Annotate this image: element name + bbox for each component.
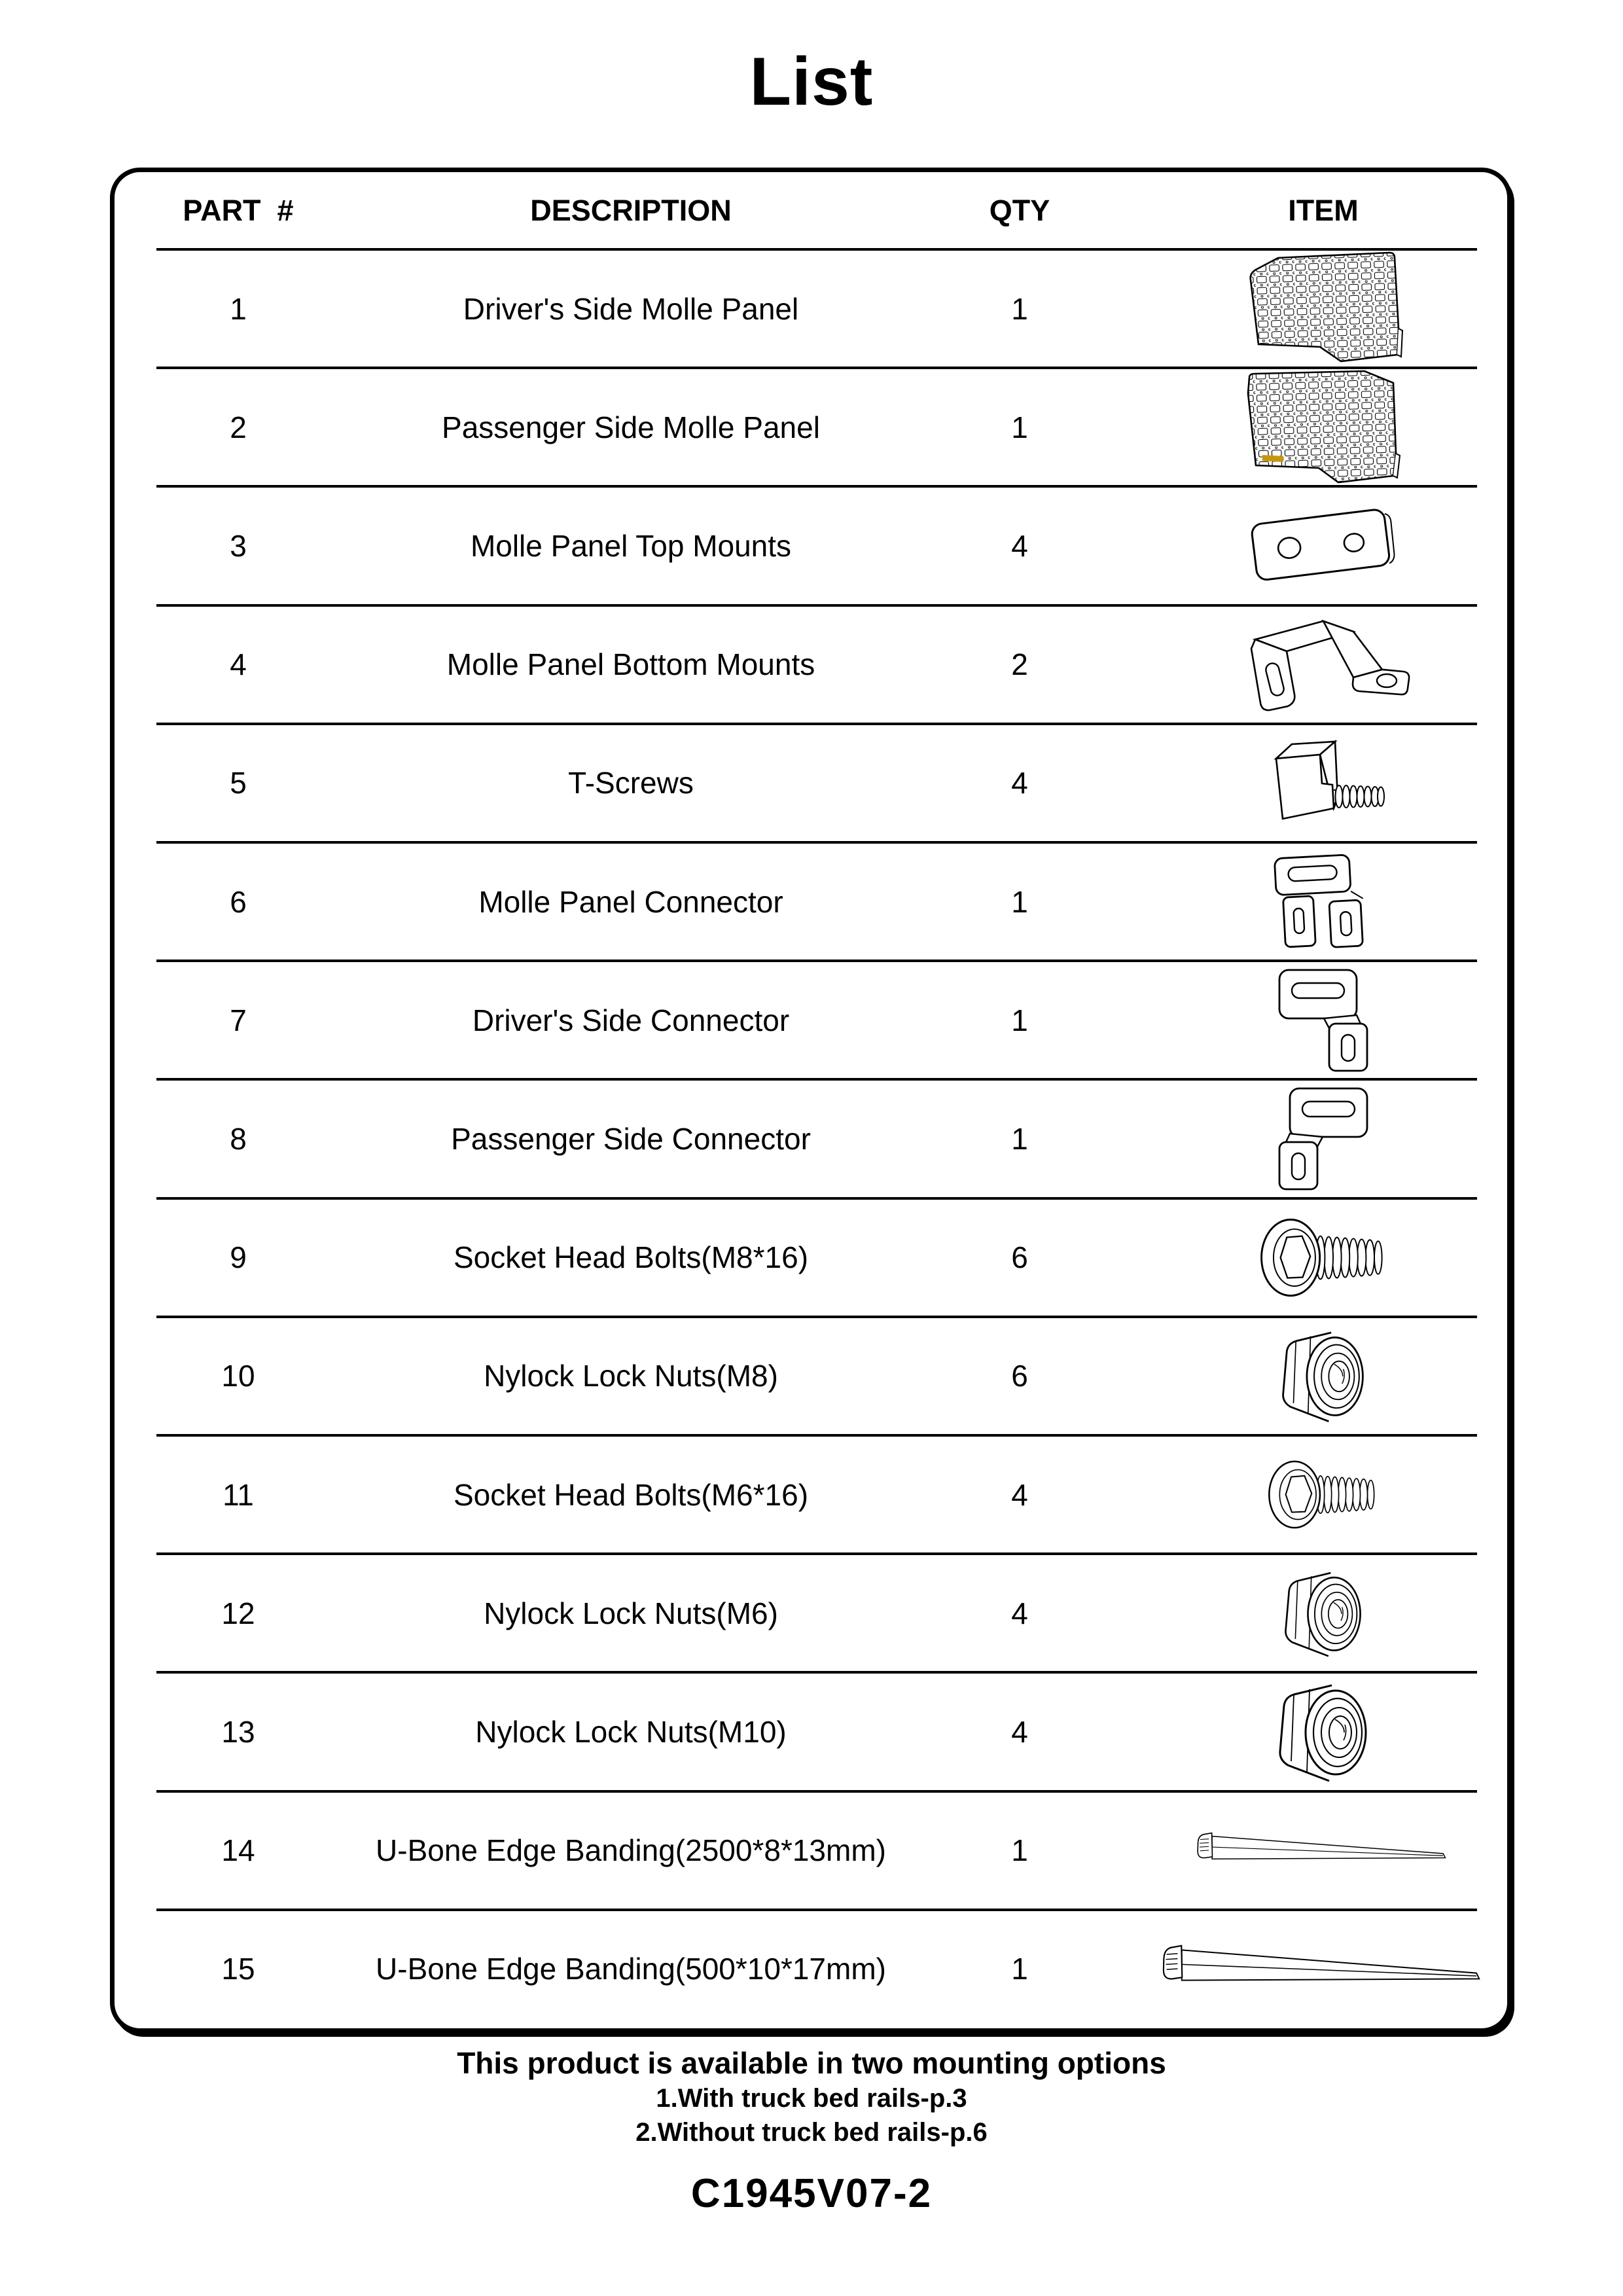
mounting-options-heading: This product is available in two mounting options <box>457 2046 1166 2080</box>
part-item-cell <box>1139 1198 1507 1317</box>
part-qty: 1 <box>1011 1122 1028 1157</box>
part-description: Molle Panel Connector <box>478 884 783 919</box>
part-number: 15 <box>221 1952 255 1986</box>
table-row <box>115 605 1507 724</box>
table-row <box>115 486 1507 605</box>
table-row <box>115 1554 1507 1672</box>
part-description: Nylock Lock Nuts(M8) <box>484 1359 778 1393</box>
part-description: Passenger Side Connector <box>451 1122 811 1157</box>
part-number: 6 <box>230 884 247 919</box>
table-row <box>115 842 1507 961</box>
part-item-cell <box>1139 1672 1507 1791</box>
part-qty: 1 <box>1011 1833 1028 1868</box>
header-part-number: PART # <box>183 194 294 227</box>
part-description: Driver's Side Connector <box>472 1003 790 1037</box>
part-number: 14 <box>221 1833 255 1868</box>
driver-side-connector-icon <box>1274 967 1372 1073</box>
nylock-nut-icon <box>1268 1676 1379 1787</box>
part-number: 7 <box>230 1003 247 1037</box>
part-item-cell <box>1139 1435 1507 1554</box>
part-qty: 4 <box>1011 766 1028 800</box>
part-item-cell <box>1139 249 1507 368</box>
part-number: 10 <box>221 1359 255 1393</box>
nylock-nut-icon <box>1275 1565 1372 1662</box>
part-qty: 6 <box>1011 1240 1028 1275</box>
passenger-side-molle-panel-icon <box>1241 370 1405 485</box>
part-description: Nylock Lock Nuts(M10) <box>475 1715 787 1749</box>
table-row <box>115 1791 1507 1910</box>
table-row <box>115 1079 1507 1198</box>
table-row <box>115 1198 1507 1317</box>
parts-table <box>110 168 1512 2033</box>
table-row <box>115 1317 1507 1435</box>
part-item-cell <box>1139 605 1507 724</box>
mounting-option-2: 2.Without truck bed rails-p.6 <box>635 2118 988 2147</box>
molle-panel-connector-icon <box>1268 852 1379 952</box>
table-header-row <box>115 172 1507 249</box>
mounting-option-1: 1.With truck bed rails-p.3 <box>656 2084 967 2113</box>
part-number: 3 <box>230 529 247 563</box>
part-description: Nylock Lock Nuts(M6) <box>484 1596 778 1630</box>
socket-head-bolt-icon <box>1253 1207 1394 1308</box>
part-qty: 1 <box>1011 1952 1028 1986</box>
part-description: U-Bone Edge Banding(2500*8*13mm) <box>376 1833 886 1868</box>
part-qty: 1 <box>1011 291 1028 326</box>
part-description: U-Bone Edge Banding(500*10*17mm) <box>376 1952 886 1986</box>
part-item-cell <box>1139 961 1507 1079</box>
table-row <box>115 1435 1507 1554</box>
part-number: 9 <box>230 1240 247 1275</box>
nylock-nut-icon <box>1272 1324 1375 1427</box>
part-number: 13 <box>221 1715 255 1749</box>
part-number: 5 <box>230 766 247 800</box>
part-item-cell <box>1139 1079 1507 1198</box>
part-number: 4 <box>230 647 247 682</box>
table-row <box>115 961 1507 1079</box>
part-qty: 4 <box>1011 529 1028 563</box>
table-row <box>115 249 1507 368</box>
table-row <box>115 1672 1507 1791</box>
driver-side-molle-panel-icon <box>1241 251 1405 366</box>
part-description: Driver's Side Molle Panel <box>463 291 799 326</box>
t-screw-icon <box>1257 734 1391 832</box>
table-row <box>115 1910 1507 2028</box>
table-row <box>115 368 1507 486</box>
page-title: List <box>749 44 874 120</box>
part-number: 1 <box>230 291 247 326</box>
socket-head-bolt-icon <box>1262 1450 1384 1539</box>
part-description: Molle Panel Top Mounts <box>470 529 792 563</box>
part-description: T-Screws <box>568 766 694 800</box>
part-number: 8 <box>230 1122 247 1157</box>
bottom-mount-bracket-icon <box>1232 611 1415 719</box>
part-item-cell <box>1139 724 1507 842</box>
header-item: ITEM <box>1288 194 1359 227</box>
part-qty: 2 <box>1011 647 1028 682</box>
part-qty: 4 <box>1011 1596 1028 1630</box>
footer-note <box>0 2045 1623 2149</box>
part-description: Molle Panel Bottom Mounts <box>446 647 815 682</box>
part-description: Socket Head Bolts(M8*16) <box>453 1240 809 1275</box>
part-item-cell <box>1139 368 1507 486</box>
part-qty: 1 <box>1011 884 1028 919</box>
edge-banding-strip-icon <box>1158 1940 1489 1998</box>
header-qty: QTY <box>989 194 1050 227</box>
part-item-cell <box>1139 486 1507 605</box>
part-description: Socket Head Bolts(M6*16) <box>453 1477 809 1512</box>
part-item-cell <box>1139 1910 1507 2028</box>
part-item-cell <box>1139 842 1507 961</box>
part-qty: 4 <box>1011 1477 1028 1512</box>
part-qty: 1 <box>1011 1003 1028 1037</box>
part-item-cell <box>1139 1791 1507 1910</box>
table-row <box>115 724 1507 842</box>
header-description: DESCRIPTION <box>530 194 732 227</box>
part-description: Passenger Side Molle Panel <box>442 410 820 444</box>
part-number: 11 <box>223 1477 254 1512</box>
part-qty: 1 <box>1011 410 1028 444</box>
part-qty: 4 <box>1011 1715 1028 1749</box>
part-item-cell <box>1139 1317 1507 1435</box>
part-item-cell <box>1139 1554 1507 1672</box>
top-mount-plate-icon <box>1243 498 1403 594</box>
part-number: 12 <box>221 1596 255 1630</box>
part-qty: 6 <box>1011 1359 1028 1393</box>
passenger-side-connector-icon <box>1274 1086 1372 1192</box>
product-code: C1945V07-2 <box>690 2171 933 2216</box>
edge-banding-strip-icon <box>1173 1829 1474 1872</box>
part-number: 2 <box>230 410 247 444</box>
